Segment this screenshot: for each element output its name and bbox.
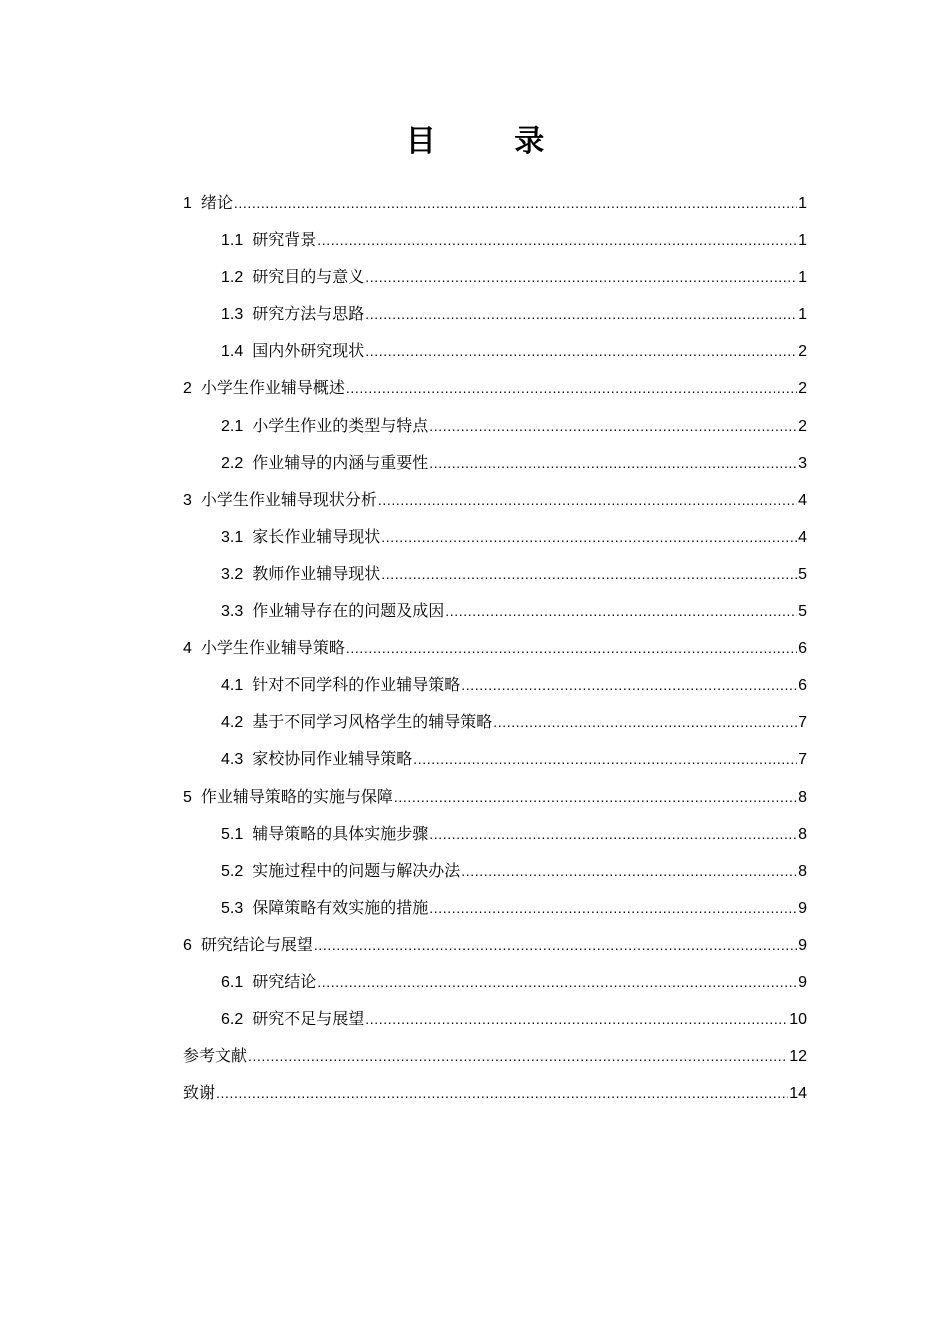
toc-page-number: 4 — [798, 491, 807, 509]
toc-entry[interactable] — [183, 332, 807, 369]
toc-list — [183, 184, 807, 1111]
toc-entry[interactable] — [183, 778, 807, 815]
toc-title: 目 录 — [405, 124, 579, 159]
toc-entry[interactable] — [183, 258, 807, 295]
toc-page-number: 7 — [798, 751, 807, 769]
toc-entry-title: 参考文献 — [183, 1046, 248, 1066]
toc-entry-title: 小学生作业辅导策略 — [200, 638, 345, 658]
toc-page-number: 5 — [798, 565, 807, 583]
toc-entry-title: 研究方法与思路 — [252, 304, 365, 324]
toc-dot-leader — [429, 408, 797, 445]
toc-page-number: 8 — [798, 862, 807, 880]
toc-entry-title: 针对不同学科的作业辅导策略 — [252, 675, 461, 695]
toc-entry-number: 5.3 — [221, 899, 244, 917]
toc-dot-leader — [365, 259, 797, 296]
toc-page-number: 9 — [798, 973, 807, 991]
toc-page-number: 6 — [798, 640, 807, 658]
toc-entry-number: 1.4 — [221, 343, 244, 361]
toc-entry-title: 致谢 — [183, 1083, 216, 1103]
toc-page-number: 2 — [798, 343, 807, 361]
toc-dot-leader — [461, 853, 797, 890]
toc-page-number: 2 — [798, 380, 807, 398]
toc-entry[interactable] — [183, 1074, 807, 1111]
toc-entry-title: 小学生作业的类型与特点 — [252, 415, 429, 435]
toc-dot-leader — [381, 556, 797, 593]
toc-entry[interactable] — [183, 444, 807, 481]
toc-dot-leader — [314, 927, 797, 964]
toc-entry-number: 3.3 — [221, 603, 244, 621]
toc-entry-title: 绪论 — [200, 193, 233, 212]
toc-entry-title: 小学生作业辅导概述 — [200, 378, 345, 398]
toc-entry[interactable] — [183, 555, 807, 592]
toc-dot-leader — [346, 630, 797, 667]
toc-entry-title: 作业辅导存在的问题及成因 — [252, 601, 445, 621]
toc-entry-title: 家校协同作业辅导策略 — [252, 749, 413, 769]
toc-page-number: 6 — [798, 677, 807, 695]
toc-entry-number: 1.3 — [221, 306, 244, 324]
toc-dot-leader — [429, 816, 797, 853]
toc-dot-leader — [378, 482, 797, 519]
toc-entry-title: 作业辅导策略的实施与保障 — [200, 786, 393, 806]
toc-page-number: 2 — [798, 417, 807, 435]
toc-dot-leader — [429, 890, 797, 927]
toc-entry[interactable] — [183, 629, 807, 666]
toc-entry-number: 3.2 — [221, 565, 244, 583]
toc-entry[interactable] — [183, 295, 807, 332]
toc-entry-title: 辅导策略的具体实施步骤 — [252, 823, 429, 843]
toc-page-number: 1 — [798, 306, 807, 324]
toc-dot-leader — [365, 296, 797, 333]
toc-entry-number: 2.1 — [221, 417, 244, 435]
toc-entry[interactable] — [183, 1037, 807, 1074]
toc-entry[interactable] — [183, 815, 807, 852]
toc-entry-title: 作业辅导的内涵与重要性 — [252, 452, 429, 472]
toc-entry[interactable] — [183, 221, 807, 258]
toc-dot-leader — [461, 667, 797, 704]
toc-page-number: 8 — [798, 825, 807, 843]
toc-dot-leader — [381, 519, 797, 556]
toc-entry-number: 4.1 — [221, 677, 244, 695]
toc-entry[interactable] — [183, 1000, 807, 1037]
toc-entry-title: 教师作业辅导现状 — [252, 563, 381, 583]
toc-entry[interactable] — [183, 740, 807, 777]
toc-page-number: 9 — [798, 899, 807, 917]
toc-page-number: 1 — [798, 232, 807, 250]
toc-entry-number: 3 — [183, 491, 192, 509]
toc-entry[interactable] — [183, 407, 807, 444]
toc-entry-number: 5 — [183, 788, 192, 806]
toc-dot-leader — [346, 370, 797, 407]
toc-page-number: 1 — [798, 195, 807, 212]
toc-entry[interactable] — [183, 481, 807, 518]
toc-page-number: 12 — [789, 1048, 807, 1066]
toc-page-number: 5 — [798, 603, 807, 621]
toc-dot-leader — [394, 779, 797, 816]
toc-entry-title: 保障策略有效实施的措施 — [252, 897, 429, 917]
toc-entry-number: 4 — [183, 640, 192, 658]
toc-entry-title: 家长作业辅导现状 — [252, 526, 381, 546]
toc-page-number: 3 — [798, 454, 807, 472]
toc-entry-number: 1.1 — [221, 232, 244, 250]
toc-dot-leader — [365, 333, 797, 370]
toc-page-number: 4 — [798, 528, 807, 546]
toc-entry-number: 6 — [183, 936, 192, 954]
toc-entry-title: 小学生作业辅导现状分析 — [200, 489, 377, 509]
toc-dot-leader — [413, 741, 797, 778]
toc-dot-leader — [365, 1001, 788, 1038]
toc-entry-number: 2 — [183, 380, 192, 398]
toc-entry-number: 4.3 — [221, 751, 244, 769]
toc-entry-number: 4.2 — [221, 714, 244, 732]
toc-entry[interactable] — [183, 889, 807, 926]
toc-entry-title: 研究背景 — [252, 230, 317, 250]
toc-entry-number: 1 — [183, 195, 192, 212]
toc-entry[interactable] — [183, 926, 807, 963]
toc-dot-leader — [248, 1038, 788, 1075]
toc-dot-leader — [493, 704, 797, 741]
toc-entry-title: 国内外研究现状 — [252, 341, 365, 361]
toc-dot-leader — [445, 593, 797, 630]
toc-entry-title: 研究不足与展望 — [252, 1009, 365, 1029]
toc-entry-title: 研究目的与意义 — [252, 267, 365, 287]
toc-dot-leader — [234, 185, 797, 222]
toc-dot-leader — [317, 964, 797, 1001]
toc-page-number: 1 — [798, 269, 807, 287]
toc-entry-title: 实施过程中的问题与解决办法 — [252, 860, 461, 880]
toc-page-number: 14 — [789, 1085, 807, 1103]
toc-page-number: 8 — [798, 788, 807, 806]
toc-entry[interactable] — [183, 963, 807, 1000]
toc-dot-leader — [216, 1075, 788, 1112]
toc-entry[interactable] — [183, 369, 807, 406]
toc-entry[interactable] — [183, 852, 807, 889]
toc-page-number: 10 — [789, 1011, 807, 1029]
toc-entry[interactable] — [183, 518, 807, 555]
toc-entry-number: 1.2 — [221, 269, 244, 287]
toc-entry[interactable] — [183, 592, 807, 629]
toc-entry[interactable] — [183, 184, 807, 221]
toc-entry-number: 6.2 — [221, 1011, 244, 1029]
toc-entry[interactable] — [183, 703, 807, 740]
toc-entry[interactable] — [183, 666, 807, 703]
toc-entry-number: 5.2 — [221, 862, 244, 880]
toc-entry-number: 5.1 — [221, 825, 244, 843]
toc-page-number: 7 — [798, 714, 807, 732]
toc-entry-number: 6.1 — [221, 973, 244, 991]
toc-entry-title: 基于不同学习风格学生的辅导策略 — [252, 712, 493, 732]
toc-entry-title: 研究结论与展望 — [200, 934, 313, 954]
toc-entry-title: 研究结论 — [252, 971, 317, 991]
toc-page-number: 9 — [798, 936, 807, 954]
toc-entry-number: 3.1 — [221, 528, 244, 546]
toc-dot-leader — [317, 222, 797, 259]
toc-entry-number: 2.2 — [221, 454, 244, 472]
toc-dot-leader — [429, 445, 797, 482]
